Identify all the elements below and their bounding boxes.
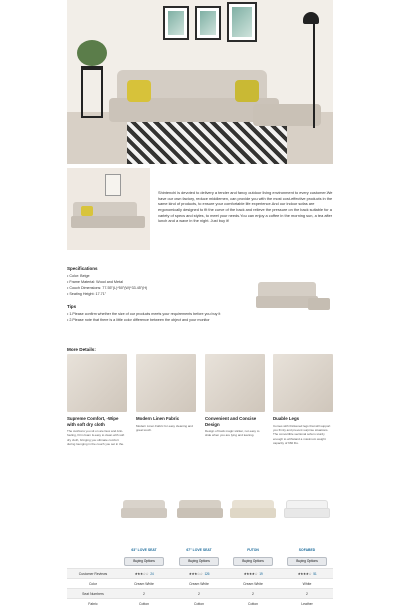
detail-image-fabric [136, 354, 196, 412]
tips-list [67, 312, 247, 324]
sofa-seat [121, 508, 167, 518]
hero-product-image [67, 0, 333, 164]
compare-product-image[interactable] [282, 496, 332, 522]
detail-caption: Duable Legs [273, 416, 300, 421]
yellow-pillow [127, 80, 151, 102]
buying-options-button[interactable]: Buying Options [287, 557, 327, 566]
intro-description: Shintenchi is devoted to delivery a tender and fancy outdoor living environment to every customer.We have our own factory, reduce middlemen, can provide you with the most cost-effective products in the same kind of products, to ensure your comfortable life experience.And our indoor sofas are ergonomically designed to fit the curve of the back and relieve the pressure on the back suitable for a variety of specs and styles, to meet your needs.You can enjoy a coffee in the morning sun, a tea after lunch and a wave in the night. Just buy it! [158, 190, 333, 224]
seat-value: 2 [252, 592, 254, 596]
review-count: 51 [313, 572, 317, 576]
row-label: Seat Numbers [82, 592, 104, 596]
seat-value: 2 [198, 592, 200, 596]
detail-card [67, 354, 127, 446]
buying-options-button[interactable]: Buying Options [124, 557, 164, 566]
buying-options-button[interactable]: Buying Options [233, 557, 273, 566]
fabric-value: Cotton [139, 602, 149, 606]
plant-decor [77, 40, 107, 66]
detail-description: Modern Linen Fabric for easy cleaning and great touch. [136, 423, 193, 432]
detail-image-cushion [67, 354, 127, 412]
hero-rug [127, 120, 287, 164]
row-label: Color [88, 582, 98, 586]
specifications-section [67, 266, 247, 324]
compare-product-image[interactable] [119, 496, 169, 522]
detail-card [136, 354, 196, 432]
tip-item: • 2.Please note that there is a little color difference between the object and your monitor [67, 317, 210, 322]
spec-item: • Color: Beige [67, 274, 90, 278]
detail-caption: Modern Linen Fabric [136, 416, 180, 421]
rating-stars[interactable]: ★★★★☆ 19 [243, 572, 263, 576]
compare-row-fabric [67, 598, 333, 608]
floor-lamp [313, 18, 315, 128]
detail-description: The cushions you sit on are faux and Anti-fouling, Firm foam & easy to clean with soft dry cloth, bringing you ultimate comfort during lounging in the couch you set in the. [67, 429, 125, 447]
row-label: Fabric [88, 602, 98, 606]
detail-caption: Supreme Comfort, -Wipe with soft dry cloth [67, 416, 119, 427]
detail-description: Design of back magic sticker, not easy to slide when you are lying and leaning. [205, 429, 260, 438]
tips-title: Tips [67, 303, 77, 309]
more-details-title: More Details: [67, 347, 96, 352]
side-table [81, 66, 103, 118]
sofa-seat [71, 216, 145, 228]
compare-row-color [67, 578, 333, 588]
compare-product-name[interactable]: FUTON [247, 548, 259, 552]
fabric-value: Leather [301, 602, 313, 606]
seat-value: 2 [143, 592, 145, 596]
detail-description: Comes with thickened legs that will support you firmly and prevent surprise situations. The convertible sectional sofa is sturdy enough to withstand a maximum weight capacity of 660 lbs. [273, 423, 331, 445]
review-count: 19 [259, 572, 263, 576]
spec-product-image [252, 276, 334, 328]
spec-item: • Couch Dimensions: 77.55"(L)*50"(W)*33.45"(H) [67, 285, 148, 290]
color-value: Cream White [189, 582, 209, 586]
rating-stars[interactable]: ★★★☆☆ 126 [188, 572, 210, 576]
compare-product-name[interactable]: SOFABED [298, 548, 316, 552]
review-count: 24 [150, 572, 154, 576]
wall-art-frame [195, 6, 221, 40]
rating-stars[interactable]: ★★★★☆ 51 [297, 572, 317, 576]
specifications-title: Specifications [67, 266, 98, 271]
sofa-seat [177, 508, 223, 518]
detail-caption: Convenient and Concise Design [205, 416, 257, 427]
yellow-pillow [81, 206, 93, 216]
wall-art-frame [163, 6, 189, 40]
fabric-value: Cotton [194, 602, 204, 606]
lamp-shade [303, 12, 319, 24]
sofa-chaise [308, 298, 330, 310]
detail-card [273, 354, 333, 445]
compare-product-image[interactable] [228, 496, 278, 522]
sofa-seat [230, 508, 276, 518]
compare-product-name[interactable]: 67" LOVE SEAT [186, 548, 212, 552]
sofa-chaise [253, 104, 321, 126]
buying-options-button[interactable]: Buying Options [179, 557, 219, 566]
color-value: Cream White [134, 582, 154, 586]
review-count: 126 [204, 572, 210, 576]
wall-hanging [105, 174, 121, 196]
wall-art-frame [227, 2, 257, 42]
color-value: White [302, 582, 312, 586]
yellow-pillow [235, 80, 259, 102]
compare-product-name[interactable]: 63" LOVE SEAT [131, 548, 157, 552]
spec-item: • Seating Height: 17.71" [67, 291, 107, 296]
compare-row-seats [67, 588, 333, 598]
detail-image-design [205, 354, 265, 412]
detail-card [205, 354, 265, 438]
compare-row-reviews [67, 568, 333, 578]
row-label: Customer Reviews [78, 572, 108, 576]
tip-item: • 1.Please confirm whether the size of our products meets your requirements before you buy it [67, 311, 221, 316]
seat-value: 2 [306, 592, 308, 596]
specifications-list [67, 274, 247, 298]
spec-item: • Frame Material: Wood and Metal [67, 279, 123, 284]
sofa-seat [284, 508, 330, 518]
compare-product-image[interactable] [175, 496, 225, 522]
color-value: Cream White [243, 582, 263, 586]
fabric-value: Cotton [248, 602, 258, 606]
intro-product-image [67, 168, 150, 250]
detail-image-legs [273, 354, 333, 412]
rating-stars[interactable]: ★★★☆☆ 24 [134, 572, 154, 576]
